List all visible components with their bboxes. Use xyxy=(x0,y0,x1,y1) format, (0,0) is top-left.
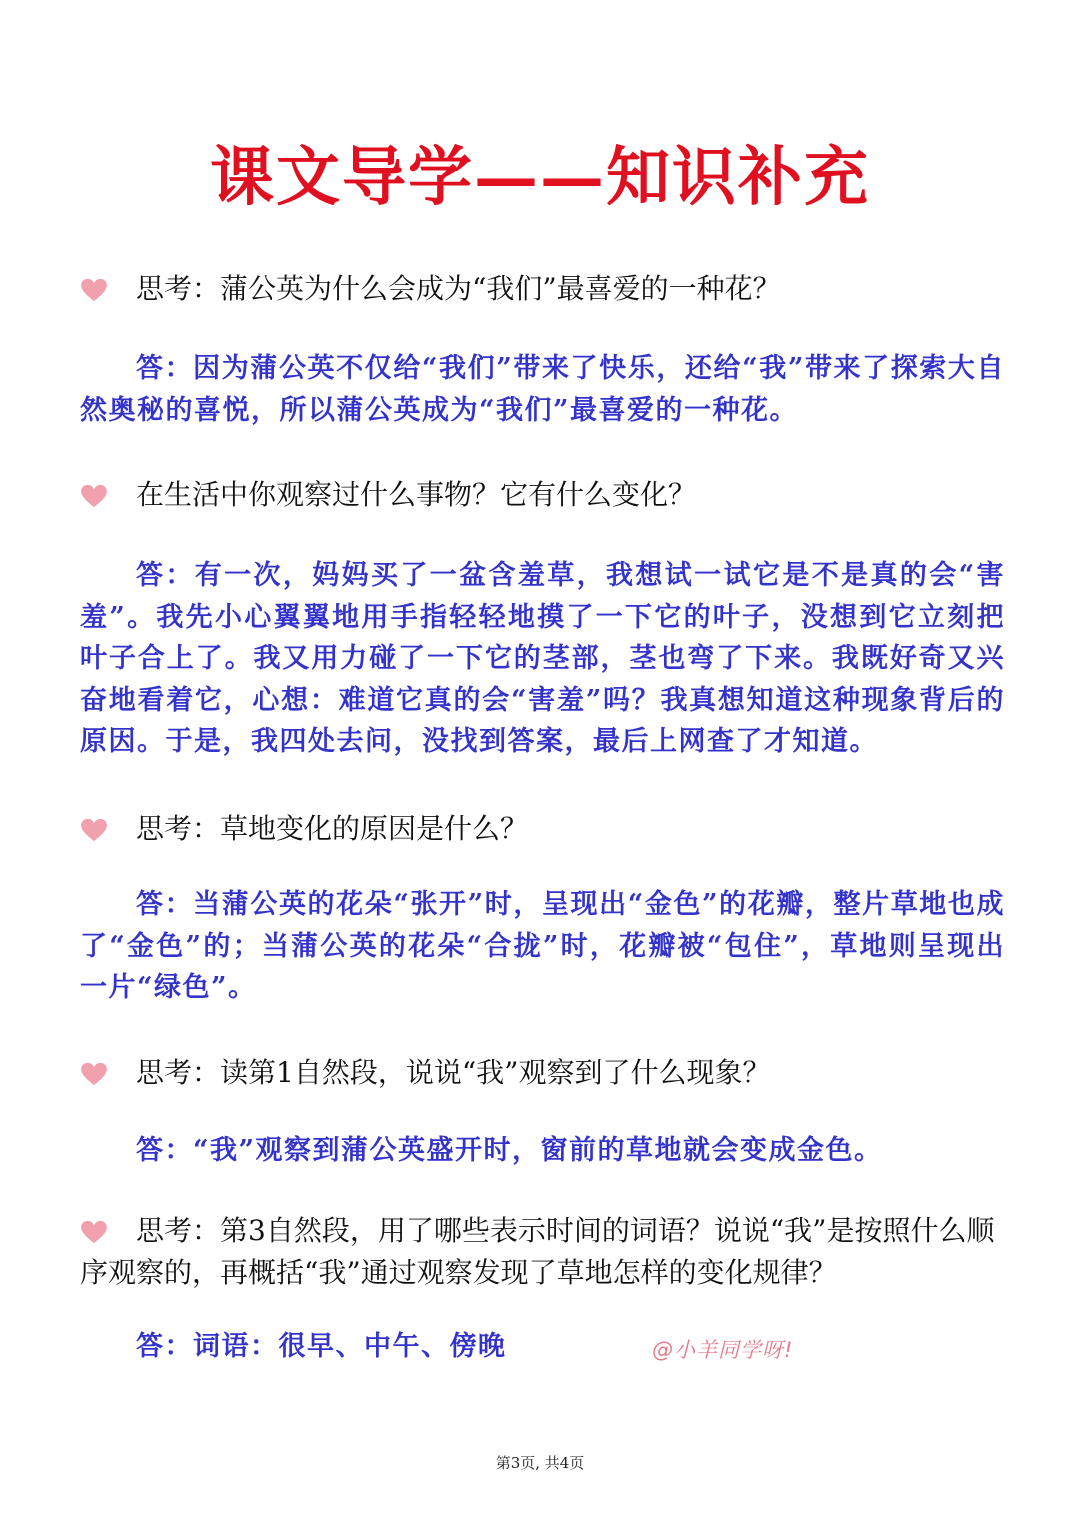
heart-icon xyxy=(80,1220,108,1244)
answer-block-1 xyxy=(80,348,1005,431)
heart-icon xyxy=(80,278,108,302)
page-title: 课文导学——知识补充 xyxy=(210,140,870,215)
qa-item-4 xyxy=(80,1052,1005,1094)
answer-text: 答：当蒲公英的花朵“张开”时，呈现出“金色”的花瓣，整片草地也成了“金色”的；当蒲公英的花朵“合拢”时，花瓣被“包住”，草地则呈现出一片“绿色”。 xyxy=(80,889,1005,1003)
answer-block-4 xyxy=(80,1130,1005,1172)
answer-text: 答：“我”观察到蒲公英盛开时，窗前的草地就会变成金色。 xyxy=(136,1135,883,1166)
answer-text: 答：因为蒲公英不仅给“我们”带来了快乐，还给“我”带来了探索大自然奥秘的喜悦，所以蒲公英成为“我们”最喜爱的一种花。 xyxy=(80,353,1005,426)
watermark: @小羊同学呀! xyxy=(652,1338,794,1362)
answer-text: 答：词语：很早、中午、傍晚 xyxy=(136,1331,507,1362)
question-text: 思考：蒲公英为什么会成为“我们”最喜爱的一种花？ xyxy=(136,272,781,305)
qa-item-1 xyxy=(80,268,1005,310)
heart-icon xyxy=(80,1062,108,1086)
heart-icon xyxy=(80,484,108,508)
page-number: 第3页, 共4页 xyxy=(495,1454,585,1472)
qa-item-3 xyxy=(80,808,1005,850)
answer-block-2 xyxy=(80,555,1005,763)
question-text: 思考：草地变化的原因是什么？ xyxy=(136,812,529,845)
heart-icon xyxy=(80,818,108,842)
question-text: 在生活中你观察过什么事物？它有什么变化？ xyxy=(136,478,697,511)
qa-item-2 xyxy=(80,474,1005,516)
answer-block-5 xyxy=(80,1326,640,1368)
answer-block-3 xyxy=(80,884,1005,1009)
answer-text: 答：有一次，妈妈买了一盆含羞草，我想试一试它是不是真的会“害羞”。我先小心翼翼地用手指轻轻地摸了一下它的叶子，没想到它立刻把叶子合上了。我又用力碰了一下它的茎部，茎也弯了下来。我既好奇又兴奋地看着它，心想：难道它真的会“害羞”吗？我真想知道这种现象背后的原因。于是，我四处去问，没找到答案，最后上网查了才知道。 xyxy=(80,560,1005,757)
qa-item-5 xyxy=(80,1210,1005,1294)
question-text: 思考：第3自然段，用了哪些表示时间的词语？说说“我”是按照什么顺序观察的，再概括“我”通过观察发现了草地怎样的变化规律？ xyxy=(80,1214,995,1289)
question-text: 思考：读第1自然段，说说“我”观察到了什么现象？ xyxy=(136,1056,771,1089)
